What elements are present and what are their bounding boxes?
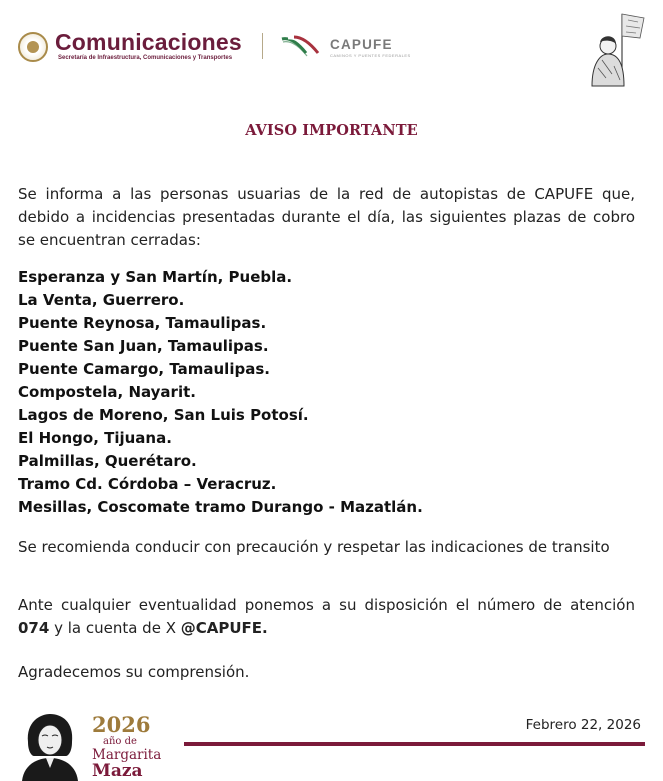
header-divider — [262, 33, 263, 59]
list-item: Puente Camargo, Tamaulipas. — [18, 360, 270, 378]
contact-number: 074 — [18, 619, 50, 637]
recommendation-paragraph: Se recomienda conducir con precaución y respetar las indicaciones de transito — [18, 538, 610, 556]
list-item: Esperanza y San Martín, Puebla. — [18, 268, 293, 286]
contact-paragraph — [18, 594, 635, 640]
brand-title: Comunicaciones — [55, 29, 242, 55]
list-item: La Venta, Guerrero. — [18, 291, 185, 309]
heroine-flag-illustration-icon — [578, 8, 648, 88]
list-item: Mesillas, Coscomate tramo Durango - Mazatlán. — [18, 498, 423, 516]
margarita-maza-portrait-icon — [18, 712, 82, 781]
list-item: Compostela, Nayarit. — [18, 383, 196, 401]
list-item: Tramo Cd. Córdoba – Veracruz. — [18, 475, 277, 493]
list-item: Puente Reynosa, Tamaulipas. — [18, 314, 267, 332]
notice-date: Febrero 22, 2026 — [525, 717, 641, 733]
contact-prefix: Ante cualquier eventualidad ponemos a su disposición el número de atención — [18, 596, 635, 614]
honoree-first-name: Margarita — [92, 747, 162, 763]
brand-subtitle: Secretaría de Infraestructura, Comunicaciones y Transportes — [58, 55, 233, 61]
honoree-last-name: Maza — [92, 761, 143, 781]
footer-divider — [184, 742, 645, 746]
capufe-logo-icon — [280, 33, 328, 59]
list-item: El Hongo, Tijuana. — [18, 429, 172, 447]
government-seal-icon — [18, 32, 48, 62]
year-of-label: año de — [103, 736, 137, 747]
intro-paragraph: Se informa a las personas usuarias de la red de autopistas de CAPUFE que, debido a incidencias presentadas durante el día, las siguientes plazas de cobro se encuentran cerradas: — [18, 185, 635, 249]
closed-plazas-list — [18, 266, 423, 519]
year-label: 2026 — [92, 712, 151, 737]
thanks-paragraph: Agradecemos su comprensión. — [18, 663, 250, 681]
contact-middle: y la cuenta de X — [49, 619, 181, 637]
capufe-name: CAPUFE — [330, 37, 393, 52]
list-item: Puente San Juan, Tamaulipas. — [18, 337, 269, 355]
list-item: Palmillas, Querétaro. — [18, 452, 197, 470]
list-item: Lagos de Moreno, San Luis Potosí. — [18, 406, 309, 424]
notice-title: AVISO IMPORTANTE — [245, 122, 418, 139]
capufe-subtitle: CAMINOS Y PUENTES FEDERALES — [330, 53, 411, 58]
contact-account: @CAPUFE. — [180, 619, 268, 637]
